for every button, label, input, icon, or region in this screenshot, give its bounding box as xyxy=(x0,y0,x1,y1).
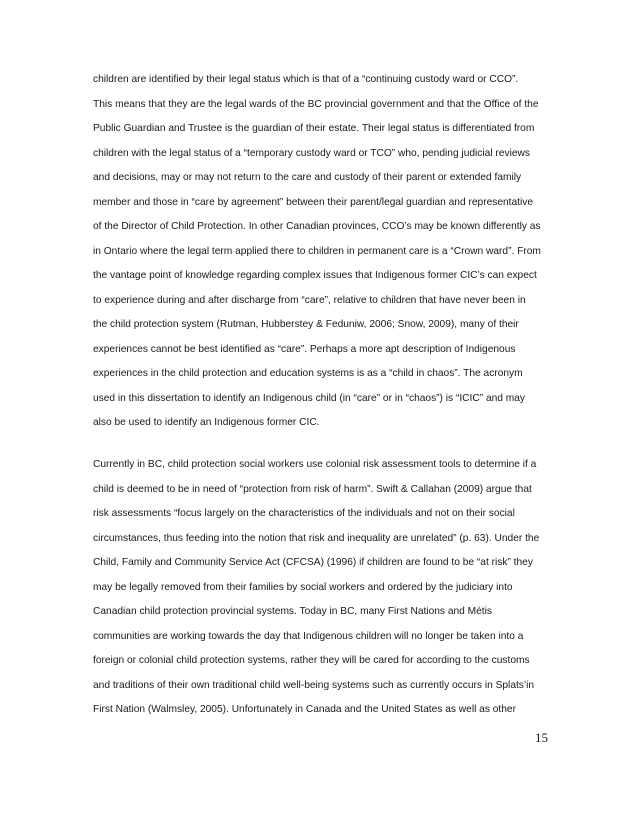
text-line: Child, Family and Community Service Act (CFCSA) (1996) if children are found to be “at risk” they xyxy=(93,557,533,568)
text-line: children are identified by their legal status which is that of a “continuing custody ward or CCO”. xyxy=(93,74,519,85)
text-line: children with the legal status of a “temporary custody ward or TCO” who, pending judicial reviews xyxy=(93,147,530,159)
text-line: to experience during and after discharge from “care”, relative to children that have never been in xyxy=(93,294,526,306)
text-line: Currently in BC, child protection social workers use colonial risk assessment tools to determine if a xyxy=(93,459,537,470)
text-line: may be legally removed from their families by social workers and ordered by the judiciary into xyxy=(93,581,513,593)
text-line: experiences cannot be best identified as “care”. Perhaps a more apt description of Indigenous xyxy=(93,343,516,355)
text-line: in Ontario where the legal term applied there to children in permanent care is a “Crown ward”. From xyxy=(93,245,541,257)
text-line: and traditions of their own traditional child well-being systems such as currently occurs in Splats’in xyxy=(93,679,535,691)
text-line: First Nation (Walmsley, 2005). Unfortunately in Canada and the United States as well as other xyxy=(93,704,516,715)
text-line: risk assessments “focus largely on the characteristics of the individuals and not on their social xyxy=(93,508,515,519)
text-line: the child protection system (Rutman, Hubberstey & Feduniw, 2006; Snow, 2009), many of their xyxy=(93,319,519,330)
text-line: used in this dissertation to identify an Indigenous child (in “care” or in “chaos”) is “ICIC” and may xyxy=(93,392,526,404)
text-line: experiences in the child protection and education systems is as a “child in chaos”. The acronym xyxy=(93,368,523,379)
text-line: This means that they are the legal wards of the BC provincial government and that the Office of the xyxy=(93,98,539,110)
text-line: Canadian child protection provincial systems. Today in BC, many First Nations and Métis xyxy=(93,606,492,617)
paragraph-1 xyxy=(93,68,553,436)
text-line: foreign or colonial child protection systems, rather they will be cared for according to the customs xyxy=(93,655,530,666)
text-line: and decisions, may or may not return to the care and custody of their parent or extended family xyxy=(93,172,522,183)
text-line: also be used to identify an Indigenous former CIC. xyxy=(93,417,320,428)
text-line: the vantage point of knowledge regarding complex issues that Indigenous former CIC’s can expect xyxy=(93,270,537,281)
paragraph-2 xyxy=(93,453,553,723)
text-line: Public Guardian and Trustee is the guardian of their estate. Their legal status is differentiated from xyxy=(93,123,535,134)
text-line: member and those in “care by agreement” between their parent/legal guardian and representative xyxy=(93,196,534,208)
page-number: 15 xyxy=(535,730,548,745)
text-line: of the Director of Child Protection. In other Canadian provinces, CCO’s may be known differently as xyxy=(93,221,541,232)
text-line: child is deemed to be in need of “protection from risk of harm”. Swift & Callahan (2009) argue that xyxy=(93,483,532,495)
text-line: communities are working towards the day that Indigenous children will no longer be taken into a xyxy=(93,630,524,642)
text-line: circumstances, thus feeding into the notion that risk and inequality are unrelated” (p. 63). Under the xyxy=(93,532,540,544)
